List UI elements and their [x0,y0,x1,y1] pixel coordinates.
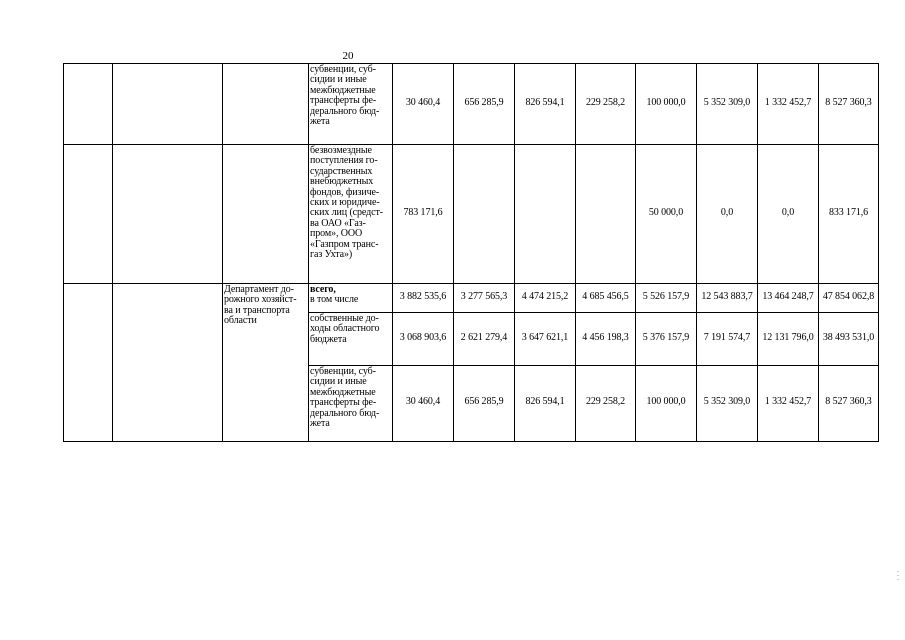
value-cell: 100 000,0 [646,97,686,108]
value-cell: 5 376 157,9 [642,332,690,343]
table-vertical-rule [757,63,758,442]
value-cell: 5 352 309,0 [703,97,751,108]
value-cell: 4 685 456,5 [582,291,629,302]
value-cell: 1 332 452,7 [764,97,812,108]
value-cell [454,208,514,220]
value-cell [515,208,575,220]
table-vertical-rule [112,63,113,442]
table-horizontal-rule [63,283,879,284]
value-cell: 3 882 535,6 [399,291,447,302]
value-cell: 0,0 [720,207,734,218]
value-cell: 7 191 574,7 [703,332,751,343]
value-cell: 50 000,0 [648,207,684,218]
table-vertical-rule [635,63,636,442]
row-label [310,65,391,143]
value-cell: 1 332 452,7 [764,396,812,407]
value-cell: 8 527 360,3 [825,396,872,407]
table-vertical-rule [818,63,819,442]
table-vertical-rule [63,63,64,442]
table-horizontal-rule [308,365,879,366]
value-cell: 12 543 883,7 [701,291,753,302]
row-label [310,367,391,440]
value-cell: 47 854 062,8 [822,291,875,302]
value-cell: 656 285,9 [464,396,504,407]
value-cell [576,208,635,220]
value-cell: 826 594,1 [525,396,565,407]
value-cell: 229 258,2 [585,396,626,407]
table-vertical-rule [696,63,697,442]
row-label [310,146,391,282]
value-cell: 4 474 215,2 [521,291,569,302]
row-label [310,314,391,364]
table-vertical-rule [514,63,515,442]
table-vertical-rule [453,63,454,442]
department-name: Департамент до- рожного хозяйст- ва и транспорта области [224,284,297,327]
value-cell: 38 493 531,0 [822,332,875,343]
value-cell: 2 621 279,4 [460,332,508,343]
table-horizontal-rule [63,441,879,442]
table-vertical-rule [222,63,223,442]
row-label-text: субвенции, суб- сидии и иные межбюджетные трансферты фе- дерального бюд- жета [310,64,380,128]
table-horizontal-rule [63,144,879,145]
value-cell: 12 131 796,0 [762,332,814,343]
row-label-text: безвозмездные поступления го- сударственных внебюджетных фондов, физиче- ских и юридиче- ских лиц (средст- ва ОАО «Газ- пром», ООО «Газпром транс- газ Ухта») [310,145,383,261]
value-cell: 5 526 157,9 [642,291,690,302]
table-horizontal-rule [63,63,879,64]
value-cell: 13 464 248,7 [762,291,814,302]
row-label-subtitle: в том числе [310,294,359,306]
table-vertical-rule [878,63,879,442]
value-cell: 826 594,1 [525,97,565,108]
value-cell: 5 352 309,0 [703,396,751,407]
row-label-text: собственные до- ходы областного бюджета [310,313,380,345]
row-label-total: всего, [310,284,336,295]
value-cell: 3 068 903,6 [399,332,447,343]
row-label [310,285,391,311]
margin-marks: - - - [897,568,900,583]
value-cell: 30 460,4 [405,396,441,407]
value-cell: 229 258,2 [585,97,626,108]
table-vertical-rule [308,63,309,442]
value-cell: 3 647 621,1 [521,332,569,343]
value-cell: 8 527 360,3 [825,97,872,108]
value-cell: 833 171,6 [828,207,869,218]
value-cell: 3 277 565,3 [460,291,508,302]
row-label-text: субвенции, суб- сидии и иные межбюджетные трансферты фе- дерального бюд- жета [310,366,380,430]
department-cell [224,285,307,440]
page-number: 20 [342,50,354,62]
value-cell: 0,0 [781,207,795,218]
table-vertical-rule [392,63,393,442]
table-horizontal-rule [308,312,879,313]
value-cell: 30 460,4 [405,97,441,108]
value-cell: 783 171,6 [403,207,443,218]
value-cell: 4 456 198,3 [582,332,629,343]
value-cell: 656 285,9 [464,97,504,108]
table-vertical-rule [575,63,576,442]
value-cell: 100 000,0 [646,396,686,407]
